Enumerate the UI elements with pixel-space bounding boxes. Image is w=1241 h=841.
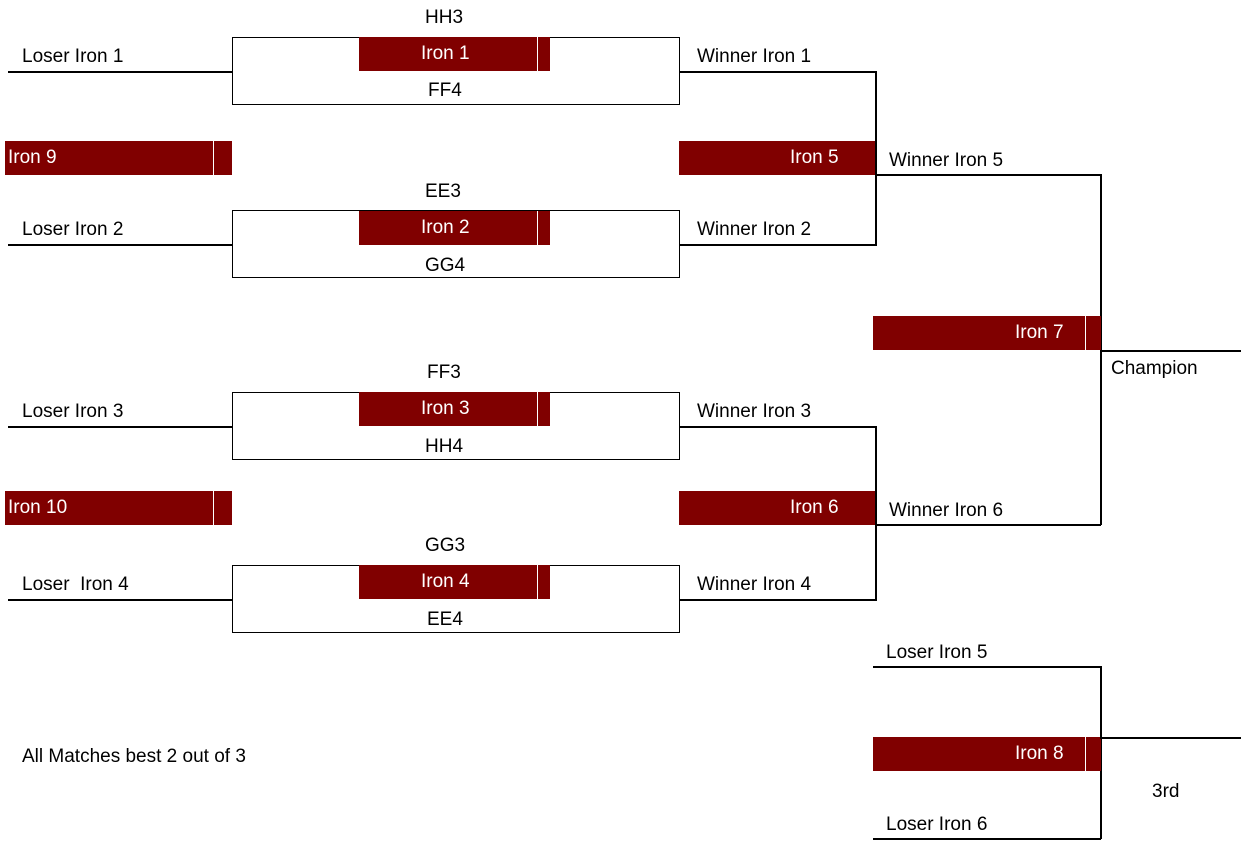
bar-divider (537, 37, 538, 71)
loser-line (8, 426, 232, 428)
loser-label: Loser Iron 3 (22, 401, 124, 422)
match-top-seed: EE3 (425, 181, 461, 202)
final-label: Iron 7 (1015, 322, 1064, 343)
match-label: Iron 3 (421, 398, 470, 419)
third-place-label: Iron 8 (1015, 743, 1064, 764)
rules-note: All Matches best 2 out of 3 (22, 746, 246, 767)
third-place-bottom-line (873, 838, 1101, 840)
match-bar-iron-2 (359, 211, 550, 245)
match-top-seed: FF3 (427, 362, 461, 383)
bar-divider (537, 565, 538, 599)
match-top-seed: HH3 (425, 7, 464, 28)
loser-line (8, 244, 232, 246)
winner-line (680, 599, 876, 601)
match-bottom-seed: FF4 (428, 80, 462, 101)
third-place-result-label: 3rd (1152, 781, 1180, 802)
semi-winner-line (875, 174, 1101, 176)
winner-label: Winner Iron 2 (697, 219, 812, 240)
loser-label: Loser Iron 1 (22, 46, 124, 67)
semi-label: Iron 6 (790, 497, 839, 518)
consolation-bar-iron-10 (5, 491, 232, 525)
bar-divider (213, 491, 214, 525)
match-label: Iron 4 (421, 571, 470, 592)
bar-divider (537, 392, 538, 426)
match-bar-iron-1 (359, 37, 550, 71)
match-top-seed: GG3 (425, 535, 466, 556)
third-place-top-line (873, 666, 1101, 668)
winner-line (680, 71, 876, 73)
third-place-top-label: Loser Iron 5 (886, 642, 988, 663)
consolation-label: Iron 10 (8, 497, 68, 518)
final-bar-iron-7 (873, 316, 1101, 350)
match-bottom-seed: GG4 (425, 255, 466, 276)
winner-line (680, 426, 876, 428)
bar-divider (537, 211, 538, 245)
bar-divider (1085, 316, 1086, 350)
match-label: Iron 1 (421, 43, 470, 64)
consolation-bar-iron-9 (5, 141, 232, 175)
semi-winner-line (875, 524, 1101, 526)
third-place-bar-iron-8 (873, 737, 1101, 771)
winner-label: Winner Iron 4 (697, 574, 812, 595)
third-place-bottom-label: Loser Iron 6 (886, 814, 988, 835)
semi-bar-iron-5 (679, 141, 875, 175)
champion-label: Champion (1111, 358, 1198, 379)
loser-label: Loser Iron 4 (22, 574, 129, 595)
winner-label: Winner Iron 1 (697, 46, 812, 67)
bar-divider (1085, 737, 1086, 771)
match-bottom-seed: HH4 (425, 436, 464, 457)
winner-label: Winner Iron 3 (697, 401, 812, 422)
match-label: Iron 2 (421, 217, 470, 238)
semi-bar-iron-6 (679, 491, 875, 525)
champion-line (1100, 350, 1241, 352)
semi-winner-label: Winner Iron 5 (889, 150, 1004, 171)
match-bottom-seed: EE4 (427, 609, 463, 630)
winner-line (680, 244, 876, 246)
match-bar-iron-3 (359, 392, 550, 426)
match-bar-iron-4 (359, 565, 550, 599)
third-place-result-line (1100, 737, 1241, 739)
bar-divider (213, 141, 214, 175)
semi-winner-label: Winner Iron 6 (889, 500, 1004, 521)
loser-label: Loser Iron 2 (22, 219, 124, 240)
consolation-label: Iron 9 (8, 147, 57, 168)
bracket-vertical-line (875, 71, 877, 246)
loser-line (8, 599, 232, 601)
semi-label: Iron 5 (790, 147, 839, 168)
loser-line (8, 71, 232, 73)
bracket-vertical-line (875, 426, 877, 601)
